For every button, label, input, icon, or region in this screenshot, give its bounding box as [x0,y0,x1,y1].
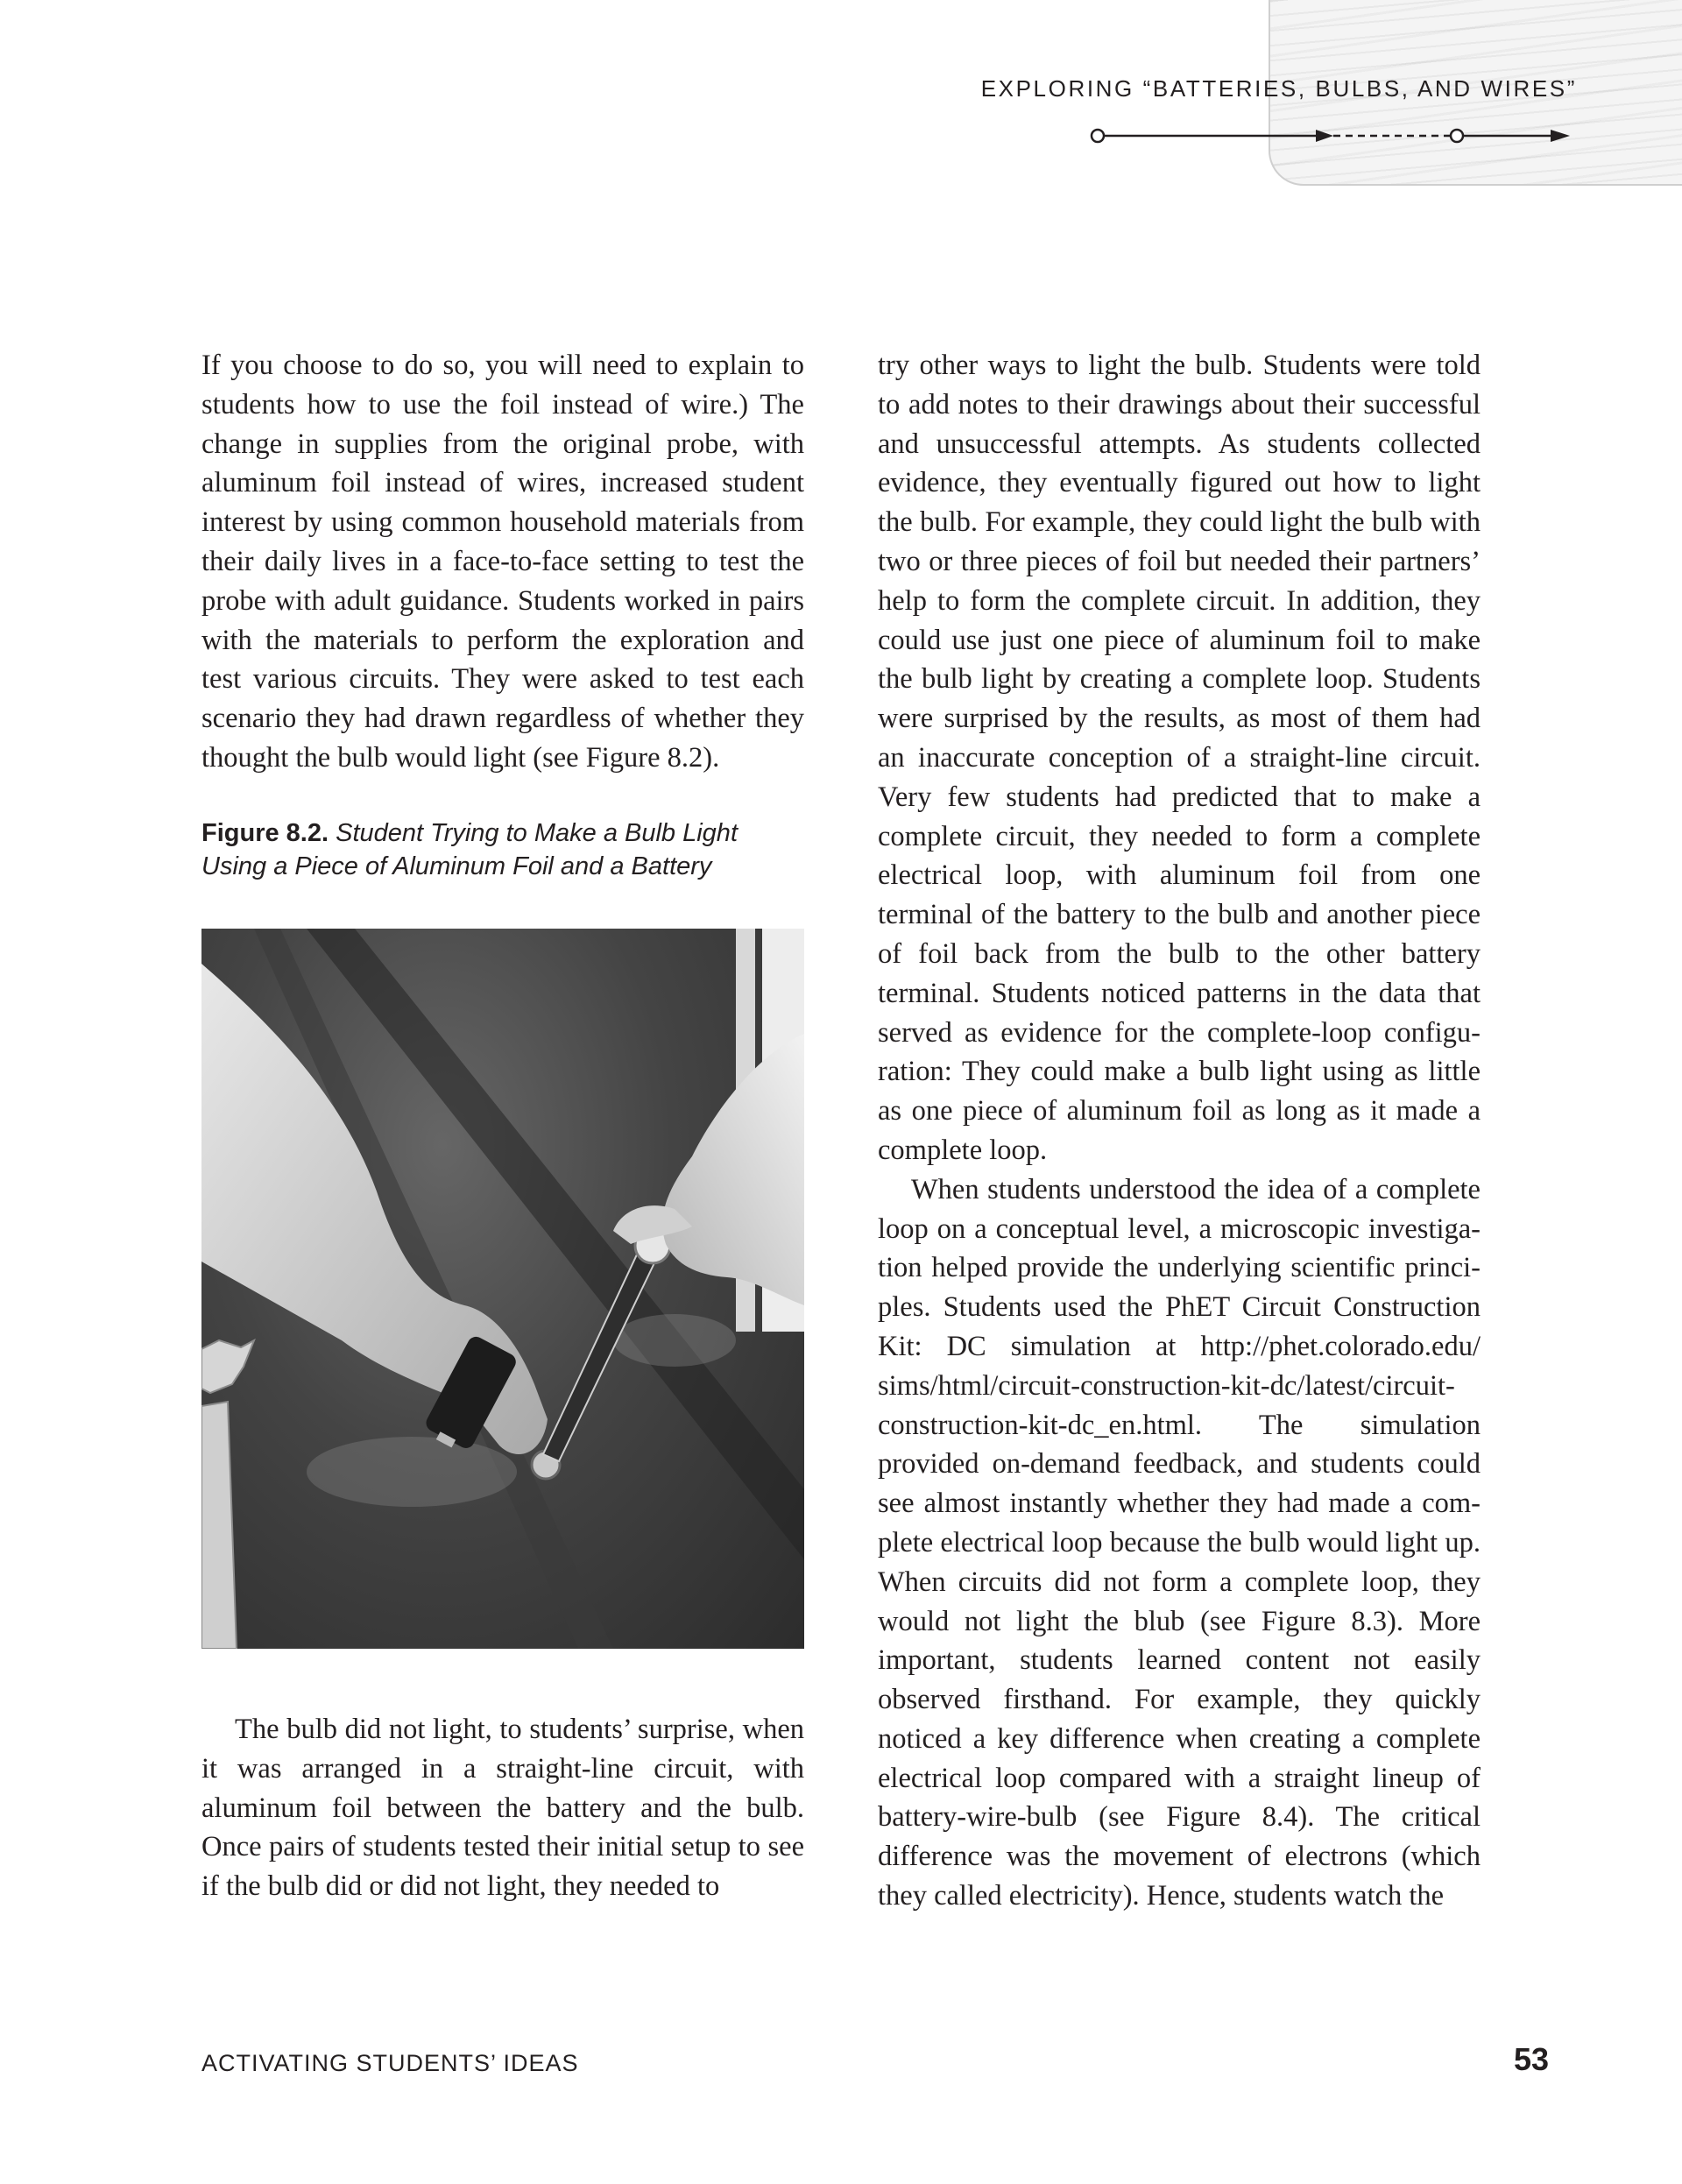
right-hand [662,1034,804,1305]
figure-title: Student Trying to Make a Bulb Light Using a Piece of Aluminum Foil and a Battery [201,819,738,880]
footer-book-title: ACTIVATING STUDENTS’ IDEAS [201,2050,579,2076]
right-paragraph-1: try other ways to light the bulb. Students were told to add notes to their drawings about their successful and unsuccessful attempts. As students collected evidence, they eventually figured out how to light the bulb. For example, they could light the bulb with two or three pieces of foil but needed their partners’ help to form the complete circuit. In addition, they could use just one piece of aluminum foil to make the bulb light by creating a complete loop. Students were surprised by the results, as most of them had an inaccurate conception of a straight-line circuit. Very few students had predicted that to make a complete circuit, they needed to form a complete electrical loop, with aluminum foil from one terminal of the battery to the bulb and another piece of foil back from the bulb to the other battery terminal. Students noticed patterns in the data that served as evidence for the complete-loop configuration: They could make a bulb light using as little as one piece of aluminum foil as long as it made a complete loop. [878,350,1481,1166]
photo-illustration [201,929,804,1649]
figure-caption [201,816,804,883]
figure-label: Figure 8.2. [201,819,329,847]
figure-photo [201,929,804,1649]
right-paragraph-2: When students understood the idea of a complete loop on a conceptual level, a microscopic investigation helped provide the underlying scientific principles. Students used the PhET Circuit Construction Kit: DC simulation at http://phet.colorado.edu/​sims/html/circuit-construction-kit-dc/latest/circuit-construction-kit-dc_en.html. The simulation provided on-demand feedback, and students could see almost instantly whether they had made a complete electrical loop because the bulb would light up. When circuits did not form a complete loop, they would not light the blub (see Figure 8.3). More important, students learned content not easily observed firsthand. For example, they quickly noticed a key difference when creating a complete electrical loop compared with a straight lineup of battery-wire-bulb (see Figure 8.4). The critical difference was the movement of electrons (which they called electricity). Hence, students watch the [878,1173,1481,1912]
table-reflection [307,1437,517,1507]
page-number: 53 [1513,2041,1549,2077]
left-paragraph-1: If you choose to do so, you will need to explain to students how to use the foil instead of wire.) The change in supplies from the original probe, with aluminum foil instead of wires, increased student interest by using common household materials from their daily lives in a face-to-face setting to test the probe with adult guidance. Students worked in pairs with the materials to perform the exploration and test various circuits. They were asked to test each scenario they had drawn regardless of whether they thought the bulb would light (see Figure 8.2). [201,350,804,774]
foil-sheet [201,1402,237,1649]
table-reflection [613,1314,736,1367]
running-head: EXPLORING “BATTERIES, BULBS, AND WIRES” [980,75,1577,102]
header-arrow-decoration [1078,123,1577,149]
left-paragraph-2: The bulb did not light, to students’ surprise, when it was arranged in a straight-line circuit, with aluminum foil between the battery and the bulb. Once pairs of students tested their initial setup to see if the bulb did or did not light, they needed to [201,1714,804,1903]
left-column-lower [201,1710,804,1906]
left-column [201,346,804,778]
crumpled-foil [201,1340,254,1393]
right-column [878,346,1481,1916]
